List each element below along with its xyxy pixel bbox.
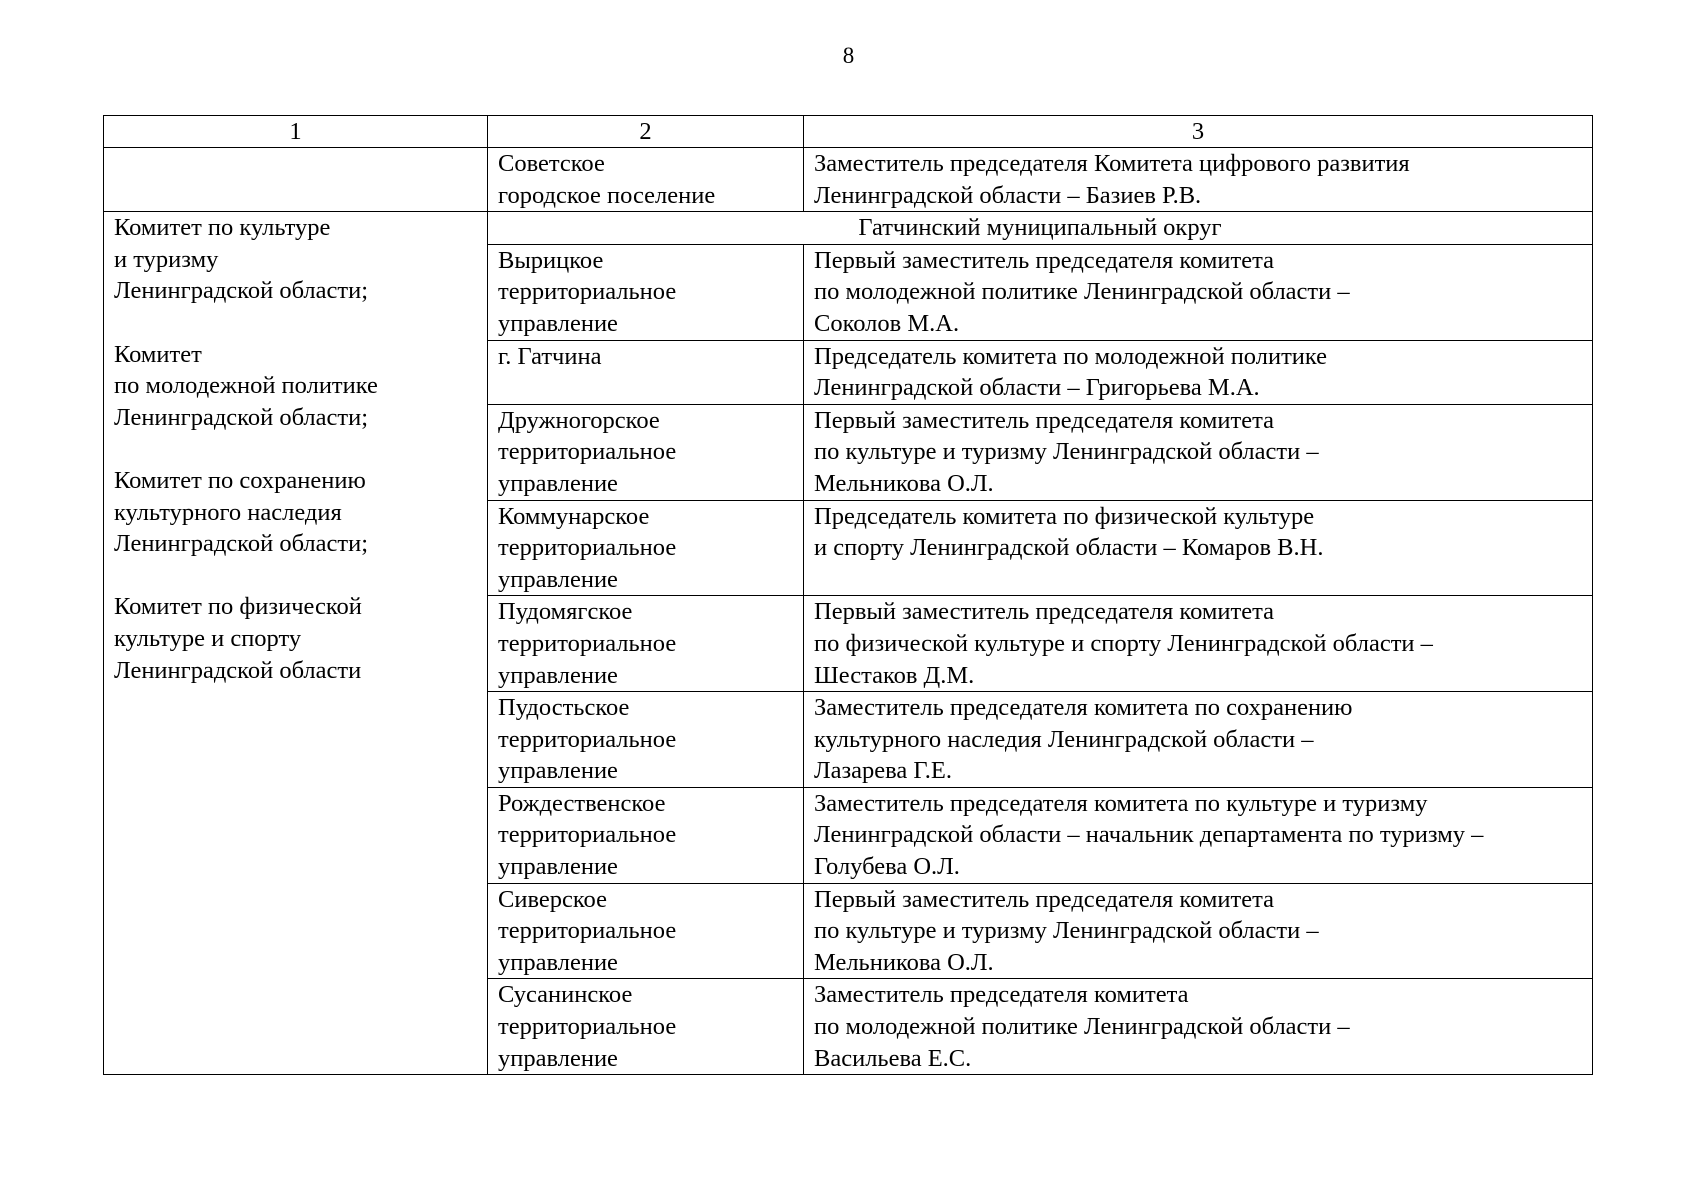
responsible-cell: Первый заместитель председателя комитета по молодежной политике Ленинградской области – Соколов М.А. xyxy=(804,244,1593,340)
territory-cell: Советское городское поселение xyxy=(488,148,804,212)
responsible-cell: Заместитель председателя комитета по сохранению культурного наследия Ленинградской области – Лазарева Г.Е. xyxy=(804,692,1593,788)
territory-cell: Сусанинское территориальное управление xyxy=(488,979,804,1075)
table-row xyxy=(104,148,1593,212)
responsible-cell: Первый заместитель председателя комитета по культуре и туризму Ленинградской области – Мельникова О.Л. xyxy=(804,404,1593,500)
territory-cell: Пудомягское территориальное управление xyxy=(488,596,804,692)
responsible-cell: Заместитель председателя комитета по молодежной политике Ленинградской области – Васильева Е.С. xyxy=(804,979,1593,1075)
responsible-cell: Председатель комитета по физической культуре и спорту Ленинградской области – Комаров В.Н. xyxy=(804,500,1593,596)
responsible-cell: Заместитель председателя комитета по культуре и туризму Ленинградской области – начальник департамента по туризму – Голубева О.Л. xyxy=(804,787,1593,883)
assignment-table xyxy=(103,115,1593,1075)
committees-cell: Комитет по культуре и туризму Ленинградской области; Комитет по молодежной политике Ленинградской области; Комитет по сохранению культурного наследия Ленинградской области; Комитет по физической культуре и спорту Ленинградской области xyxy=(104,212,488,1075)
table-row xyxy=(104,212,1593,245)
district-heading: Гатчинский муниципальный округ xyxy=(488,212,1593,245)
column-header-2: 2 xyxy=(488,116,804,148)
territory-cell: Коммунарское территориальное управление xyxy=(488,500,804,596)
responsible-cell: Первый заместитель председателя комитета по культуре и туризму Ленинградской области – Мельникова О.Л. xyxy=(804,883,1593,979)
responsible-cell: Председатель комитета по молодежной политике Ленинградской области – Григорьева М.А. xyxy=(804,340,1593,404)
territory-cell: г. Гатчина xyxy=(488,340,804,404)
territory-cell: Дружногорское территориальное управление xyxy=(488,404,804,500)
column-header-3: 3 xyxy=(804,116,1593,148)
territory-cell: Рождественское территориальное управление xyxy=(488,787,804,883)
responsible-cell: Первый заместитель председателя комитета по физической культуре и спорту Ленинградской области – Шестаков Д.М. xyxy=(804,596,1593,692)
page-number: 8 xyxy=(842,43,855,68)
territory-cell: Пудостьское территориальное управление xyxy=(488,692,804,788)
table-header-row xyxy=(104,116,1593,148)
territory-cell: Вырицкое территориальное управление xyxy=(488,244,804,340)
responsible-cell: Заместитель председателя Комитета цифрового развития Ленинградской области – Базиев Р.В. xyxy=(804,148,1593,212)
empty-committee-cell xyxy=(104,148,488,212)
column-header-1: 1 xyxy=(104,116,488,148)
territory-cell: Сиверское территориальное управление xyxy=(488,883,804,979)
